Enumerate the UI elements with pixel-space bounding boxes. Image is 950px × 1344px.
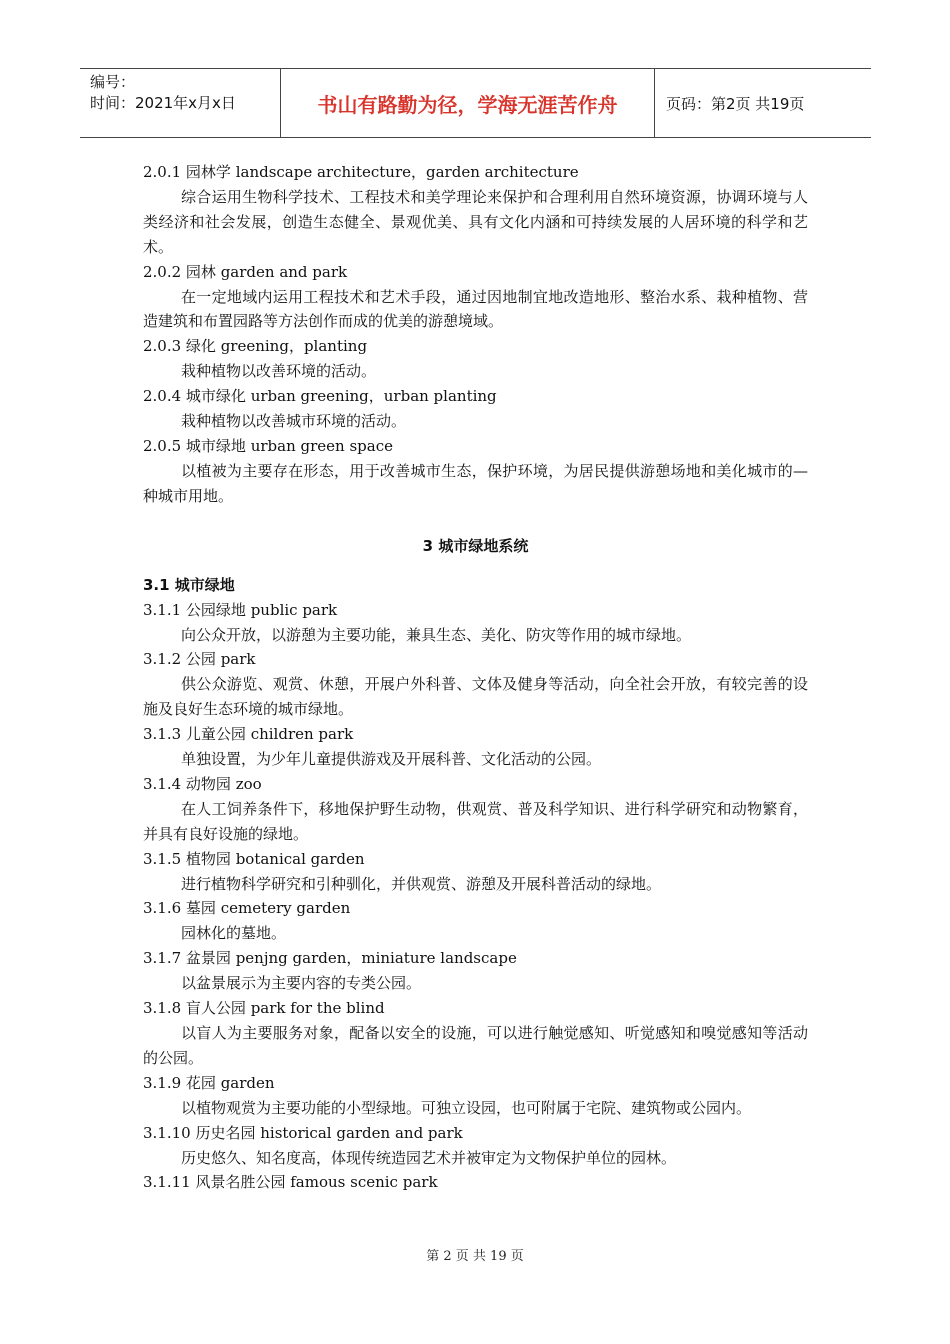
entry-body: 综合运用生物科学技术、工程技术和美学理论来保护和合理利用自然环境资源，协调环境与人类经济和社会发展，创造生态健全、景观优美、具有文化内涵和可持续发展的人居环境的科学和艺术。 [143,187,808,256]
entry-heading: 2.0.4 城市绿化 urban greening，urban planting [143,387,497,406]
entry-body: 以盲人为主要服务对象，配备以安全的设施，可以进行触觉感知、听觉感知和嗅觉感知等活动的公园。 [143,1024,808,1067]
page-header [80,68,871,138]
entry-heading: 2.0.3 绿化 greening，planting [143,337,368,356]
entries-group-b [143,598,808,1171]
page-footer: 第 2 页 共 19 页 [426,1249,524,1264]
entry-body: 园林化的墓地。 [181,924,287,943]
header-page-label: 页码：第2页 共19页 [666,94,805,113]
entry-heading: 3.1.1 公园绿地 public park [143,600,338,619]
entry-body: 栽种植物以改善城市环境的活动。 [181,412,407,431]
entry-body: 供公众游览、观赏、休憩，开展户外科普、文体及健身等活动，向全社会开放，有较完善的设施及良好生态环境的城市绿地。 [143,675,808,719]
entry [143,946,808,996]
entry [143,1071,808,1121]
entry-heading: 3.1.10 历史名园 historical garden and park [143,1123,463,1142]
entry [143,896,808,946]
entry [143,1121,808,1171]
entry [143,160,808,260]
document-date-label: 时间：2021年x月x日 [90,94,236,112]
entry-heading: 2.0.5 城市绿地 urban green space [143,436,393,455]
entry [143,434,808,509]
entry-body: 以植物观赏为主要功能的小型绿地。可独立设园，也可附属于宅院、建筑物或公园内。 [181,1098,752,1117]
entry-body: 历史悠久、知名度高，体现传统造园艺术并被审定为文物保护单位的园林。 [181,1148,677,1167]
entry-heading: 3.1.8 盲人公园 park for the blind [143,999,385,1018]
entry-body: 在一定地域内运用工程技术和艺术手段，通过因地制宜地改造地形、整治水系、栽种植物、营造建筑和布置园路等方法创作而成的优美的游憩境域。 [143,287,808,331]
entry [143,722,808,772]
entry-heading: 3.1.2 公园 park [143,650,256,669]
entry-heading: 3.1.4 动物园 zoo [143,774,262,793]
entry [143,772,808,847]
entry-body: 以盆景展示为主要内容的专类公园。 [181,974,422,993]
entry-body: 栽种植物以改善环境的活动。 [181,362,377,381]
entry-heading: 3.1.3 儿童公园 children park [143,725,354,744]
entry-body: 进行植物科学研究和引种驯化，并供观赏、游憩及开展科普活动的绿地。 [181,874,662,893]
entry-heading: 3.1.5 植物园 botanical garden [143,849,365,868]
entry-body: 单独设置，为少年儿童提供游戏及开展科普、文化活动的公园。 [181,750,602,769]
entry-heading: 2.0.2 园林 garden and park [143,262,348,281]
chapter-title: 3 城市绿地系统 [422,536,529,555]
entries-group-a [143,160,808,509]
document-body [143,160,808,1195]
section-title: 3.1 城市绿地 [143,575,235,594]
entry [143,384,808,434]
header-motto: 书山有路勤为径，学海无涯苦作舟 [280,69,655,137]
entry [143,334,808,384]
entry [143,260,808,335]
entry-body: 向公众开放，以游憩为主要功能，兼具生态、美化、防灾等作用的城市绿地。 [181,625,692,644]
entry-heading-last: 3.1.11 风景名胜公园 famous scenic park [143,1173,438,1192]
entry-heading: 3.1.6 墓园 cemetery garden [143,899,351,918]
entry-body: 在人工饲养条件下，移地保护野生动物，供观赏、普及科学知识、进行科学研究和动物繁育，并具有良好设施的绿地。 [143,799,808,843]
entry-heading: 3.1.7 盆景园 penjng garden，miniature landscape [143,949,517,968]
entry-heading: 3.1.9 花园 garden [143,1073,275,1092]
entry-heading: 2.0.1 园林学 landscape architecture，garden architecture [143,163,579,181]
document-number-label: 编号： [90,73,136,91]
entry [143,598,808,648]
entry [143,647,808,722]
entry-body: 以植被为主要存在形态，用于改善城市生态，保护环境，为居民提供游憩场地和美化城市的—种城市用地。 [143,461,808,505]
header-info [80,69,280,137]
entry [143,996,808,1071]
entry [143,847,808,897]
